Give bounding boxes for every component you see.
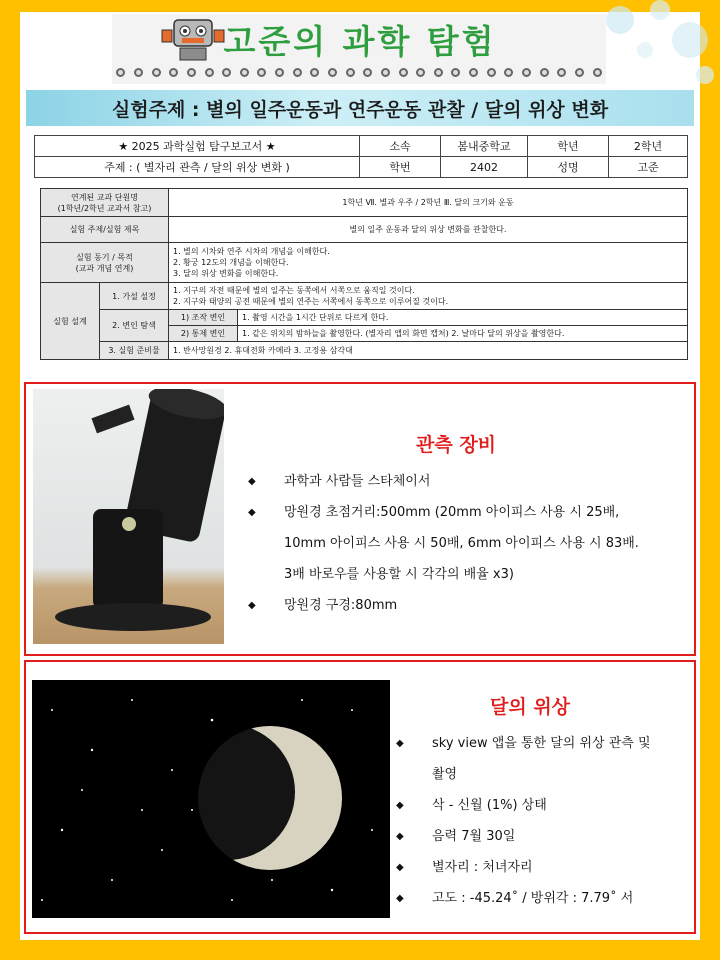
design-table <box>40 188 688 360</box>
moon-item: ◆ sky view 앱을 통한 달의 위상 관측 및 <box>396 736 651 751</box>
manipulated-value: 1. 촬영 시간을 1시간 단위로 다르게 한다. <box>238 310 688 326</box>
decorative-dots <box>112 64 606 80</box>
moon-item-text: 삭 - 신월 (1%) 상태 <box>432 798 547 813</box>
page-title: 고준의 과학 탐험 <box>223 22 497 61</box>
moon-item-text: sky view 앱을 통한 달의 위상 관측 및 <box>432 736 651 751</box>
equipment-item: ◆ 과학과 사람들 스타체이서 <box>248 474 431 489</box>
experiment-subject: 실험주제 : 별의 일주운동과 연주운동 관찰 / 달의 위상 변화 <box>111 99 609 121</box>
hypothesis-line: 1. 지구의 자전 때문에 별의 일주는 동쪽에서 서쪽으로 움직일 것이다. <box>173 286 415 295</box>
prep-value: 1. 반사망원경 2. 휴대전화 카메라 3. 고정용 삼각대 <box>169 342 688 360</box>
moon-item: ◆ 별자리 : 처녀자리 <box>396 860 533 875</box>
motive-line: 2. 황궁 12도의 개념을 이해한다. <box>173 258 289 267</box>
motive-label-cell <box>41 243 169 283</box>
equipment-item: ◆ 망원경 구경:80mm <box>248 598 398 613</box>
motive-line: 1. 별의 시차와 연주 시차의 개념을 이해한다. <box>173 247 330 256</box>
moon-item-text: 촬영 <box>432 767 458 782</box>
affiliation-value: 봄내중학교 <box>441 136 528 157</box>
equipment-title: 관측 장비 <box>416 434 497 456</box>
report-title: ★ 2025 과학실험 탐구보고서 ★ <box>35 136 360 157</box>
moon-list <box>396 728 692 914</box>
equipment-item-text: 과학과 사람들 스타체이서 <box>284 474 431 489</box>
bubbles-decoration <box>590 0 720 90</box>
moon-item-text: 음력 7월 30일 <box>432 829 516 844</box>
moon-photo <box>32 680 390 918</box>
variable-label: 2. 변인 탐색 <box>100 310 169 342</box>
equipment-item-continued <box>248 559 688 590</box>
equipment-list <box>248 466 688 621</box>
prep-label: 3. 실험 준비물 <box>100 342 169 360</box>
hypothesis-label: 1. 가설 설정 <box>100 283 169 310</box>
grade-value: 2학년 <box>609 136 688 157</box>
unit-sublabel: (1학년/2학년 교과서 참고) <box>57 203 152 213</box>
topic-label: 실험 주제/실험 제목 <box>41 217 169 243</box>
name-label: 성명 <box>528 157 609 178</box>
moon-item: ◆ 고도 : -45.24˚ / 방위각 : 7.79˚ 서 <box>396 891 634 906</box>
info-table <box>34 135 688 178</box>
controlled-value: 1. 같은 위치의 밤하늘을 촬영한다. (별자리 앱의 화면 캡처) 2. 날마다 달의 위상을 촬영한다. <box>238 326 688 342</box>
hypothesis-lines <box>169 283 688 310</box>
design-label: 실험 설계 <box>41 283 100 360</box>
topic-value: 별의 일주 운동과 달의 위상 변화를 관찰한다. <box>169 217 688 243</box>
moon-item: ◆ 음력 7월 30일 <box>396 829 516 844</box>
equipment-item-text: 망원경 초점거리:500mm (20mm 아이피스 사용 시 25배, <box>284 505 620 520</box>
unit-value: 1학년 Ⅶ. 별과 우주 / 2학년 Ⅲ. 달의 크기와 운동 <box>169 189 688 217</box>
affiliation-label: 소속 <box>360 136 441 157</box>
equipment-item-text: 망원경 구경:80mm <box>284 598 398 613</box>
hypothesis-line: 2. 지구와 태양의 공전 때문에 별의 연주는 서쪽에서 동쪽으로 이루어질 것이다. <box>173 297 449 306</box>
equipment-item-continued <box>248 528 688 559</box>
grade-label: 학년 <box>528 136 609 157</box>
moon-item-text: 별자리 : 처녀자리 <box>432 860 533 875</box>
motive-line: 3. 달의 위상 변화를 이해한다. <box>173 269 279 278</box>
equipment-item-text: 3배 바로우를 사용할 시 각각의 배율 x3) <box>284 567 514 582</box>
motive-label: 실험 동기 / 목적 <box>76 252 133 262</box>
topic-line: 주제 : ( 별자리 관측 / 달의 위상 변화 ) <box>35 157 360 178</box>
motive-sublabel: (교과 개념 연계) <box>75 263 134 273</box>
moon-item-text: 고도 : -45.24˚ / 방위각 : 7.79˚ 서 <box>432 891 634 906</box>
motive-lines <box>169 243 688 283</box>
moon-item-continued <box>396 759 692 790</box>
controlled-label: 2) 통제 변인 <box>169 326 238 342</box>
telescope-photo <box>33 389 224 644</box>
manipulated-label: 1) 조작 변인 <box>169 310 238 326</box>
moon-item: ◆ 삭 - 신월 (1%) 상태 <box>396 798 547 813</box>
unit-label-cell <box>41 189 169 217</box>
name-value: 고준 <box>609 157 688 178</box>
equipment-item-text: 10mm 아이피스 사용 시 50배, 6mm 아이피스 사용 시 83배. <box>284 536 639 551</box>
equipment-item: ◆ 망원경 초점거리:500mm (20mm 아이피스 사용 시 25배, <box>248 505 620 520</box>
id-value: 2402 <box>441 157 528 178</box>
id-label: 학번 <box>360 157 441 178</box>
moon-title: 달의 위상 <box>490 696 571 718</box>
unit-label: 연계된 교과 단원명 <box>71 192 138 202</box>
